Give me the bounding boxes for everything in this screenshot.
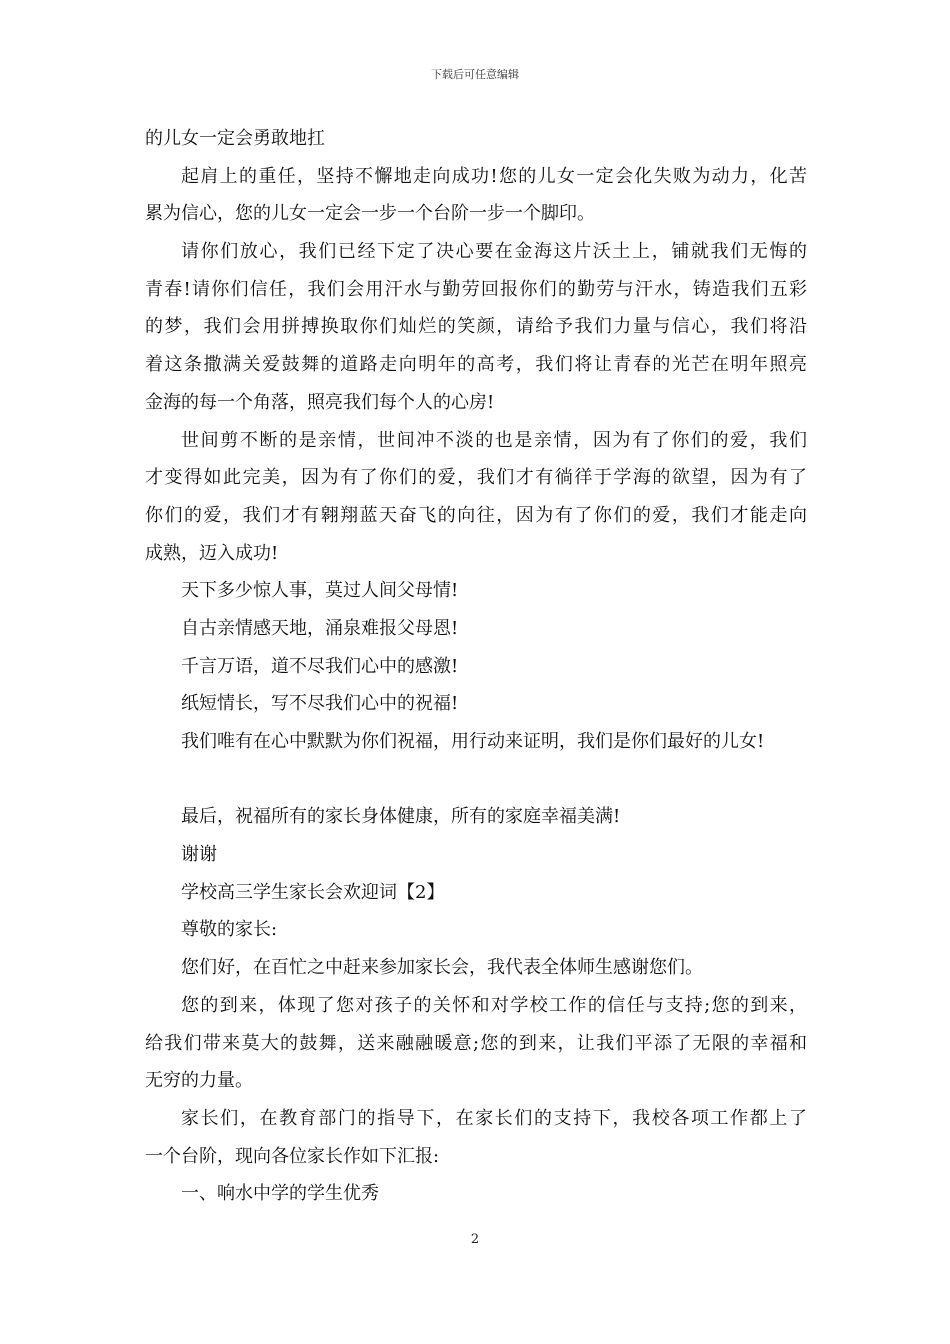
text-line: 你们的爱，我们才有翱翔蓝天奋飞的向往，因为有了你们的爱，我们才能走向 [145, 504, 807, 526]
document-body [145, 120, 807, 1213]
text-line: 成熟，迈入成功! [145, 542, 279, 564]
text-line: 一个台阶，现向各位家长作如下汇报: [145, 1145, 440, 1167]
text-line: 我们唯有在心中默默为你们祝福，用行动来证明，我们是你们最好的儿女! [181, 731, 765, 752]
text-line: 青春!请你们信任，我们会用汗水与勤劳回报你们的勤劳与汗水，铸造我们五彩 [145, 278, 807, 300]
text-line: 最后，祝福所有的家长身体健康，所有的家庭幸福美满! [181, 806, 621, 828]
text-line: 无穷的力量。 [145, 1070, 253, 1092]
page-header: 下载后可任意编辑 [431, 68, 519, 81]
text-line: 自古亲情感天地，涌泉难报父母恩! [181, 617, 459, 639]
text-line: 金海的每一个角落，照亮我们每个人的心房! [145, 391, 495, 413]
text-line: 给我们带来莫大的鼓舞，送来融融暖意;您的到来，让我们平添了无限的幸福和 [145, 1032, 807, 1054]
text-line: 的儿女一定会勇敢地扛 [145, 128, 325, 149]
text-line: 家长们，在教育部门的指导下，在家长们的支持下，我校各项工作都上了 [181, 1107, 807, 1129]
text-line: 您的到来，体现了您对孩子的关怀和对学校工作的信任与支持;您的到来， [181, 994, 807, 1016]
text-line: 的梦，我们会用拼搏换取你们灿烂的笑颜，请给予我们力量与信心，我们将沿 [145, 316, 807, 338]
text-line: 起肩上的重任，坚持不懈地走向成功!您的儿女一定会化失败为动力，化苦 [181, 165, 807, 187]
text-line: 纸短情长，写不尽我们心中的祝福! [181, 693, 459, 715]
text-line: 谢谢 [181, 844, 217, 866]
text-line: 累为信心，您的儿女一定会一步一个台阶一步一个脚印。 [145, 203, 595, 225]
text-line: 千言万语，道不尽我们心中的感激! [181, 655, 459, 677]
salutation: 尊敬的家长: [181, 919, 278, 941]
text-line: 请你们放心，我们已经下定了决心要在金海这片沃土上，铺就我们无悔的 [181, 241, 807, 263]
text-line: 天下多少惊人事，莫过人间父母情! [181, 580, 459, 602]
page-number: 2 [470, 1232, 480, 1247]
text-line: 才变得如此完美，因为有了你们的爱，我们才有徜徉于学海的欲望，因为有了 [145, 467, 807, 489]
section-heading: 学校高三学生家长会欢迎词【2】 [181, 881, 445, 903]
text-line: 世间剪不断的是亲情，世间冲不淡的也是亲情，因为有了你们的爱，我们 [181, 429, 807, 451]
text-line: 您们好，在百忙之中赶来参加家长会，我代表全体师生感谢您们。 [181, 957, 703, 979]
text-line: 着这条撒满关爱鼓舞的道路走向明年的高考，我们将让青春的光芒在明年照亮 [145, 354, 807, 376]
list-heading: 一、响水中学的学生优秀 [181, 1183, 379, 1205]
blank-line [145, 761, 807, 799]
